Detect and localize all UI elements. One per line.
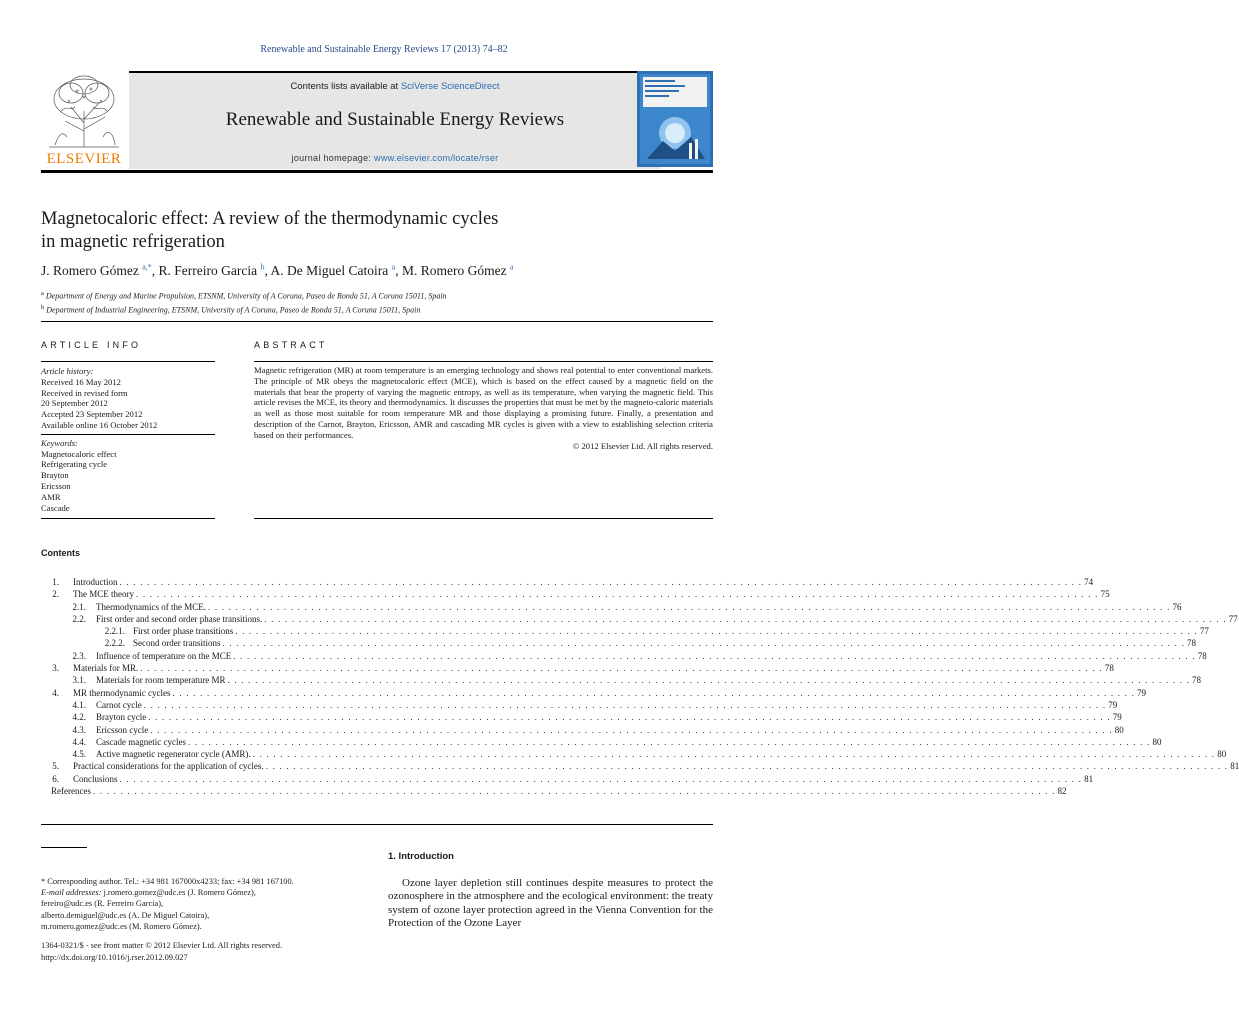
footnote-rule (41, 847, 87, 848)
contents-title: Contents (41, 548, 80, 558)
toc-label: Influence of temperature on the MCE (96, 650, 232, 661)
toc-entry[interactable] (41, 625, 1209, 637)
keyword-item: Brayton (41, 470, 69, 481)
toc-page-number: 79 (1112, 712, 1122, 723)
toc-entry[interactable] (41, 601, 1182, 613)
toc-leader-dots: . . . . . . . . . . . . . . . . . . . . . . . . . . . . . . . . . . . . . . . . . . . . . . . . . . . . . . . . . . . . . . . . . . . . . . . . . . . . . . . . . . . . . . . . . . . . . . . . . . . . . . . . . . . . . . . . . . . . . . . . . . . . . . . . . . . . . . . . . . . . (148, 712, 1111, 723)
history-item: Received 16 May 2012 (41, 376, 121, 387)
journal-title: Renewable and Sustainable Energy Reviews (225, 109, 565, 130)
keyword-item: Refrigerating cycle (41, 459, 108, 470)
toc-label: Materials for MR. (73, 663, 139, 674)
toc-number: 4. (52, 687, 59, 698)
toc-label: Brayton cycle (96, 712, 147, 723)
toc-number: 2.2. (72, 613, 86, 624)
homepage-link[interactable]: www.elsevier.com/locate/rser (374, 153, 499, 163)
toc-label: Conclusions (73, 773, 118, 784)
affiliation-mark: a (41, 290, 44, 297)
publisher-name: ELSEVIER (46, 151, 122, 167)
toc-label: Ericsson cycle (96, 724, 149, 735)
toc-number: 4.5. (72, 749, 86, 760)
abstract-rule (254, 361, 713, 362)
journal-cover-image (637, 71, 713, 167)
toc-page-number: 81 (1230, 761, 1239, 772)
toc-label: Cascade magnetic cycles (96, 736, 186, 747)
toc-label: The MCE theory (73, 589, 134, 600)
journal-cover-thumbnail[interactable] (637, 71, 713, 167)
toc-leader-dots: . . . . . . . . . . . . . . . . . . . . . . . . . . . . . . . . . . . . . . . . . . . . . . . . . . . . . . . . . . . . . . . . . . . . . . . . . . . . . . . . . . . . . . . . . . . . . . . . . . . . . . . . . . . . . . . . . . . . . . . . . . . . . . . . . . . . . . . . . . . . (235, 626, 1198, 637)
history-item: Available online 16 October 2012 (41, 419, 158, 430)
toc-leader-dots: . . . . . . . . . . . . . . . . . . . . . . . . . . . . . . . . . . . . . . . . . . . . . . . . . . . . . . . . . . . . . . . . . . . . . . . . . . . . . . . . . . . . . . . . . . . . . . . . . . . . . . . . . . . . . . . . . . . . . . . . . . . . . . . . . . . . . . . . . . . . (92, 786, 1056, 797)
toc-page-number: 79 (1108, 699, 1118, 710)
toc-leader-dots: . . . . . . . . . . . . . . . . . . . . . . . . . . . . . . . . . . . . . . . . . . . . . . . . . . . . . . . . . . . . . . . . . . . . . . . . . . . . . . . . . . . . . . . . . . . . . . . . . . . . . . . . . . . . . . . . . . . . . . . . . . . . . . . . . . . . . . . . . . . . (119, 773, 1083, 784)
article-info-rule (41, 361, 215, 362)
journal-reference[interactable]: Renewable and Sustainable Energy Reviews 17 (2013) 74–82 (260, 44, 508, 55)
author-affiliation-mark[interactable]: b (260, 262, 265, 271)
affiliation-text: Department of Industrial Engineering, ETSNM, University of A Coruna, Paseo de Ronda 51, A Coruna 15011, Spain (46, 305, 421, 315)
toc-number: 4.1. (72, 699, 86, 710)
toc-page-number: 80 (1152, 736, 1162, 747)
author-separator: , (395, 262, 402, 278)
history-label: Article history: (41, 366, 94, 376)
author-list (41, 262, 721, 279)
toc-number: 2.3. (72, 650, 86, 661)
toc-entry[interactable] (41, 662, 1114, 674)
doi-link[interactable]: http://dx.doi.org/10.1016/j.rser.2012.09.027 (41, 952, 188, 962)
article-info-bottom-rule (41, 518, 215, 519)
table-of-contents (41, 576, 1239, 797)
toc-leader-dots: . . . . . . . . . . . . . . . . . . . . . . . . . . . . . . . . . . . . . . . . . . . . . . . . . . . . . . . . . . . . . . . . . . . . . . . . . . . . . . . . . . . . . . . . . . . . . . . . . . . . . . . . . . . . . . . . . . . . . . . . . . . . . . . . . . . . . . . . . . . . (227, 675, 1191, 686)
issn-line: 1364-0321/$ - see front matter © 2012 Elsevier Ltd. All rights reserved. (41, 941, 283, 950)
toc-page-number: 78 (1197, 650, 1207, 661)
author-item (41, 263, 159, 278)
history-item: 20 September 2012 (41, 398, 108, 409)
email-label: E-mail addresses: (41, 888, 102, 898)
footnotes (41, 876, 371, 932)
toc-entry[interactable] (41, 699, 1118, 711)
article-title-line-2: in magnetic refrigeration (41, 232, 225, 252)
toc-number: 4.4. (72, 736, 86, 747)
author-affiliation-mark[interactable]: a (391, 262, 396, 271)
introduction-heading: 1. Introduction (388, 851, 454, 862)
toc-page-number: 76 (1172, 601, 1182, 612)
toc-page-number: 78 (1104, 663, 1114, 674)
toc-entry[interactable] (41, 588, 1110, 600)
author-name: J. Romero Gómez (41, 262, 139, 278)
toc-entry[interactable] (41, 724, 1124, 736)
keyword-item: Cascade (41, 502, 70, 513)
toc-number: 2. (52, 589, 59, 600)
toc-page-number: 80 (1114, 724, 1124, 735)
article-info-heading: ARTICLE INFO (41, 340, 142, 350)
toc-number: 4.2. (72, 712, 86, 723)
article-title-line-1: Magnetocaloric effect: A review of the thermodynamic cycles (41, 209, 499, 229)
toc-entry[interactable] (41, 637, 1197, 649)
toc-entry[interactable] (41, 748, 1227, 760)
toc-leader-dots: . . . . . . . . . . . . . . . . . . . . . . . . . . . . . . . . . . . . . . . . . . . . . . . . . . . . . . . . . . . . . . . . . . . . . . . . . . . . . . . . . . . . . . . . . . . . . . . . . . . . . . . . . . . . . . . . . . . . . . . . . . . . . . . . . . . . . . . . . . . . (207, 601, 1171, 612)
toc-entry[interactable] (41, 711, 1122, 723)
toc-entry[interactable] (41, 687, 1147, 699)
abstract-body (254, 365, 713, 451)
toc-label: References (51, 786, 91, 797)
abstract-text: Magnetic refrigeration (MR) at room temperature is an emerging technology and shows real potential to enter conventional markets. The principle of MR obeys the magnetocaloric effect (MCE), which is based on the effect caused by a magnetic field on the materials that bear the property of varying the magnetic entropy, as well as its temperature, when varying the magnetic field. This article revises the MCE, its theory and thermodynamics. It discusses the properties that must be met by the magneto-caloric materials as well as those most suitable for room temperature MR and those displaying a promising future. Finally, a presentation and description of the Carnot, Brayton, Ericsson, AMR and cascading MR cycles is given with a view to establishing selection criteria based on their performances. (254, 365, 713, 440)
toc-page-number: 77 (1199, 626, 1209, 637)
author-affiliation-mark[interactable]: a (509, 262, 514, 271)
toc-page-number: 74 (1084, 577, 1094, 587)
keywords-label: Keywords: (41, 437, 78, 448)
toc-label: Introduction (73, 577, 118, 587)
affiliation-mark: b (41, 303, 45, 311)
toc-page-number: 77 (1228, 613, 1238, 624)
author-name: R. Ferreiro Garcia (158, 262, 258, 278)
keyword-item: Magnetocaloric effect (41, 448, 117, 459)
article-info (41, 366, 215, 513)
toc-leader-dots: . . . . . . . . . . . . . . . . . . . . . . . . . . . . . . . . . . . . . . . . . . . . . . . . . . . . . . . . . . . . . . . . . . . . . . . . . . . . . . . . . . . . . . . . . . . . . . . . . . . . . . . . . . . . . . . . . . . . . . . . . . . . . . . . . . . . . . . . . . . . (172, 687, 1136, 698)
toc-leader-dots: . . . . . . . . . . . . . . . . . . . . . . . . . . . . . . . . . . . . . . . . . . . . . . . . . . . . . . . . . . . . . . . . . . . . . . . . . . . . . . . . . . . . . . . . . . . . . . . . . . . . . . . . . . . . . . . . . . . . . . . . . . . . . . . . . . . . . . . . . . . . (187, 736, 1151, 747)
toc-number: 3.1. (72, 675, 86, 686)
email-link[interactable]: j.romero.gomez@udc.es (J. Romero Gómez), (101, 888, 256, 898)
toc-entry[interactable] (41, 736, 1162, 748)
toc-number: 3. (52, 663, 59, 674)
toc-leader-dots: . . . . . . . . . . . . . . . . . . . . . . . . . . . . . . . . . . . . . . . . . . . . . . . . . . . . . . . . . . . . . . . . . . . . . . . . . . . . . . . . . . . . . . . . . . . . . . . . . . . . . . . . . . . . . . . . . . . . . . . . . . . . . . . . . . . . . . . . . . . . (252, 749, 1216, 760)
toc-number: 2.1. (72, 601, 86, 612)
introduction-text: Ozone layer depletion still continues despite measures to protect the ozonosphere in the atmosphere and the ecological environment: the treaty system of ozone layer protection agreed in the Vienna Convention for the Protection of the Ozone Layer (388, 877, 713, 929)
article-title (41, 208, 681, 254)
toc-page-number: 78 (1187, 638, 1197, 649)
toc-entry[interactable] (41, 576, 1094, 588)
toc-leader-dots: . . . . . . . . . . . . . . . . . . . . . . . . . . . . . . . . . . . . . . . . . . . . . . . . . . . . . . . . . . . . . . . . . . . . . . . . . . . . . . . . . . . . . . . . . . . . . . . . . . . . . . . . . . . . . . . . . . . . . . . . . . . . . . . . . . . . . . . . . . . . (119, 577, 1083, 587)
journal-homepage (129, 153, 661, 163)
masthead-rule (41, 170, 713, 173)
email-link[interactable]: fereiro@udc.es (R. Ferreiro Garcia), (41, 899, 164, 909)
toc-leader-dots: . . . . . . . . . . . . . . . . . . . . . . . . . . . . . . . . . . . . . . . . . . . . . . . . . . . . . . . . . . . . . . . . . . . . . . . . . . . . . . . . . . . . . . . . . . . . . . . . . . . . . . . . . . . . . . . . . . . . . . . . . . . . . . . . . . . . . . . . . . . . (143, 699, 1107, 710)
corresponding-author-note: * Corresponding author. Tel.: +34 981 167000x4233; fax: +34 981 167100. (41, 877, 294, 886)
toc-entry[interactable] (41, 773, 1094, 785)
toc-label: First order phase transitions (133, 626, 234, 637)
toc-page-number: 80 (1217, 749, 1227, 760)
contents-bottom-rule (41, 824, 713, 825)
history-item: Received in revised form (41, 387, 128, 398)
toc-number: 4.3. (72, 724, 86, 735)
email-addresses (41, 887, 371, 898)
toc-number: 2.2.2. (104, 638, 125, 649)
sciencedirect-link[interactable]: SciVerse ScienceDirect (400, 81, 500, 92)
toc-label: Materials for room temperature MR (96, 675, 226, 686)
toc-label: Active magnetic regenerator cycle (AMR). (96, 749, 251, 760)
toc-leader-dots: . . . . . . . . . . . . . . . . . . . . . . . . . . . . . . . . . . . . . . . . . . . . . . . . . . . . . . . . . . . . . . . . . . . . . . . . . . . . . . . . . . . . . . . . . . . . . . . . . . . . . . . . . . . . . . . . . . . . . . . . . . . . . . . . . . . . . . . . . . . . (222, 638, 1186, 649)
affiliation-item (41, 288, 721, 302)
abstract-heading: ABSTRACT (254, 340, 328, 350)
affiliations (41, 288, 721, 315)
toc-label: Thermodynamics of the MCE. (96, 601, 206, 612)
toc-page-number: 82 (1057, 786, 1067, 797)
toc-label: Second order transitions (133, 638, 221, 649)
header-divider (41, 321, 713, 322)
contents-prefix: Contents lists available at (290, 81, 401, 92)
author-name: A. De Miguel Catoira (270, 262, 389, 278)
toc-number: 1. (52, 577, 59, 587)
author-item (271, 263, 402, 278)
toc-page-number: 81 (1084, 773, 1094, 784)
toc-number: 2.2.1. (104, 626, 125, 637)
toc-leader-dots: . . . . . . . . . . . . . . . . . . . . . . . . . . . . . . . . . . . . . . . . . . . . . . . . . . . . . . . . . . . . . . . . . . . . . . . . . . . . . . . . . . . . . . . . . . . . . . . . . . . . . . . . . . . . . . . . . . . . . . . . . . . . . . . . . . . . . . . . . . . . (136, 589, 1099, 600)
author-separator: , (264, 262, 271, 278)
journal-banner (129, 71, 661, 169)
toc-entry[interactable] (41, 785, 1067, 797)
toc-entry[interactable] (41, 613, 1238, 625)
toc-number: 5. (52, 761, 59, 772)
toc-label: First order and second order phase transitions. (96, 613, 263, 624)
author-separator: , (151, 262, 159, 278)
abstract-bottom-rule (254, 518, 713, 519)
abstract-copyright: © 2012 Elsevier Ltd. All rights reserved. (572, 440, 713, 451)
toc-label: MR thermodynamic cycles (73, 687, 171, 698)
toc-number: 6. (52, 773, 59, 784)
toc-entry[interactable] (41, 674, 1202, 686)
toc-leader-dots: . . . . . . . . . . . . . . . . . . . . . . . . . . . . . . . . . . . . . . . . . . . . . . . . . . . . . . . . . . . . . . . . . . . . . . . . . . . . . . . . . . . . . . . . . . . . . . . . . . . . . . . . . . . . . . . . . . . . . . . . . . . . . . . . . . . . . . . . . . . . (264, 613, 1227, 624)
affiliation-text: Department of Energy and Marine Propulsion, ETSNM, University of A Coruna, Paseo de Ronda 51, A Coruna 15011, Spain (45, 291, 447, 301)
toc-page-number: 75 (1100, 589, 1110, 600)
toc-label: Practical considerations for the application of cycles. (73, 761, 264, 772)
toc-leader-dots: . . . . . . . . . . . . . . . . . . . . . . . . . . . . . . . . . . . . . . . . . . . . . . . . . . . . . . . . . . . . . . . . . . . . . . . . . . . . . . . . . . . . . . . . . . . . . . . . . . . . . . . . . . . . . . . . . . . . . . . . . . . . . . . . . . . . . . . . . . . . (233, 650, 1196, 661)
toc-page-number: 79 (1137, 687, 1147, 698)
elsevier-logo (41, 71, 127, 167)
homepage-prefix: journal homepage: (291, 153, 375, 163)
history-divider (41, 434, 215, 435)
email-link[interactable]: alberto.demiguel@udc.es (A. De Miguel Catoira), (41, 910, 210, 920)
keyword-item: Ericsson (41, 480, 71, 491)
affiliation-item (41, 302, 721, 316)
toc-entry[interactable] (41, 760, 1239, 772)
author-name: M. Romero Gómez (401, 262, 507, 278)
toc-leader-dots: . . . . . . . . . . . . . . . . . . . . . . . . . . . . . . . . . . . . . . . . . . . . . . . . . . . . . . . . . . . . . . . . . . . . . . . . . . . . . . . . . . . . . . . . . . . . . . . . . . . . . . . . . . . . . . . . . . . . . . . . . . . . . . . . . . . . . . . . . . . . (265, 761, 1229, 772)
author-item (402, 263, 514, 278)
journal-masthead (41, 71, 713, 167)
publication-metadata (41, 940, 371, 963)
toc-leader-dots: . . . . . . . . . . . . . . . . . . . . . . . . . . . . . . . . . . . . . . . . . . . . . . . . . . . . . . . . . . . . . . . . . . . . . . . . . . . . . . . . . . . . . . . . . . . . . . . . . . . . . . . . . . . . . . . . . . . . . . . . . . . . . . . . . . . . . . . . . . . . (150, 724, 1113, 735)
toc-entry[interactable] (41, 650, 1207, 662)
toc-label: Carnot cycle (96, 699, 142, 710)
contents-availability (129, 81, 661, 92)
email-link[interactable]: m.romero.gomez@udc.es (M. Romero Gómez). (41, 921, 202, 931)
toc-leader-dots: . . . . . . . . . . . . . . . . . . . . . . . . . . . . . . . . . . . . . . . . . . . . . . . . . . . . . . . . . . . . . . . . . . . . . . . . . . . . . . . . . . . . . . . . . . . . . . . . . . . . . . . . . . . . . . . . . . . . . . . . . . . . . . . . . . . . . . . . . . . . (140, 663, 1103, 674)
history-item: Accepted 23 September 2012 (41, 409, 143, 420)
elsevier-tree-icon (41, 71, 127, 151)
author-item (159, 263, 271, 278)
keyword-item: AMR (41, 491, 61, 502)
toc-page-number: 78 (1192, 675, 1202, 686)
author-affiliation-mark[interactable]: a,* (142, 262, 152, 271)
